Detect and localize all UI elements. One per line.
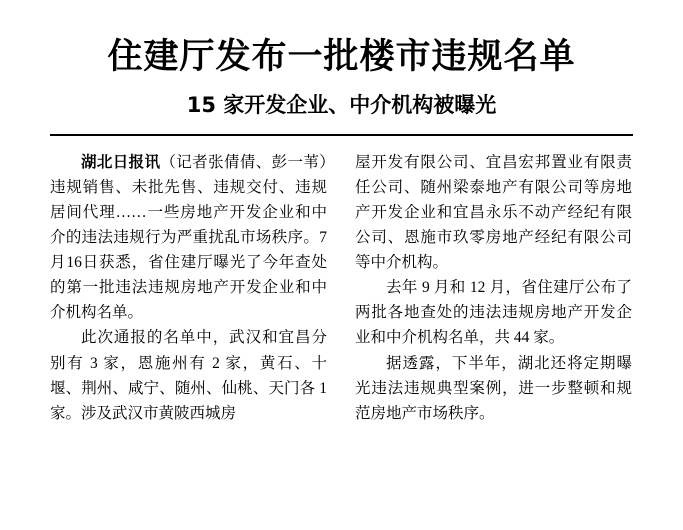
page-title: 住建厅发布一批楼市违规名单 [107,37,576,77]
paragraph: 去年 9 月和 12 月，省住建厅公布了两批各地查处的违法违规房地产开发企业和中介机构名单，共 44 家。 [355,279,632,347]
newspaper-article-page [0,38,683,530]
paragraph: 据透露，下半年，湖北还将定期曝光违法违规典型案例，进一步整顿和规范房地产市场秩序。 [355,354,632,422]
article-column-right [355,150,632,426]
paragraph: 此次通报的名单中，武汉和宜昌分别有 3 家，恩施州有 2 家，黄石、十堰、荆州、咸宁、随州、仙桃、天门各 1 家。涉及武汉市黄陂西城房 [50,329,327,422]
paragraph-lead [50,150,327,326]
paragraph-lead-text: （记者张倩倩、彭一苇）违规销售、未批先售、违规交付、违规居间代理……一些房地产开发企业和中介的违法违规行为严重扰乱市场秩序。7月16日获悉，省住建厅曝光了今年查处的第一批违法违规房地产开发企业和中介机构名单。 [50,153,327,322]
article-column-left [50,150,327,426]
horizontal-divider [50,134,633,136]
source-byline: 湖北日报讯 [81,153,161,171]
paragraph: 屋开发有限公司、宜昌宏邦置业有限责任公司、随州梁泰地产有限公司等房地产开发企业和宜昌永乐不动产经纪有限公司、恩施市玖零房地产经纪有限公司等中介机构。 [355,153,632,272]
article-subtitle: 15 家开发企业、中介机构被曝光 [186,92,497,117]
article-body [50,150,633,426]
